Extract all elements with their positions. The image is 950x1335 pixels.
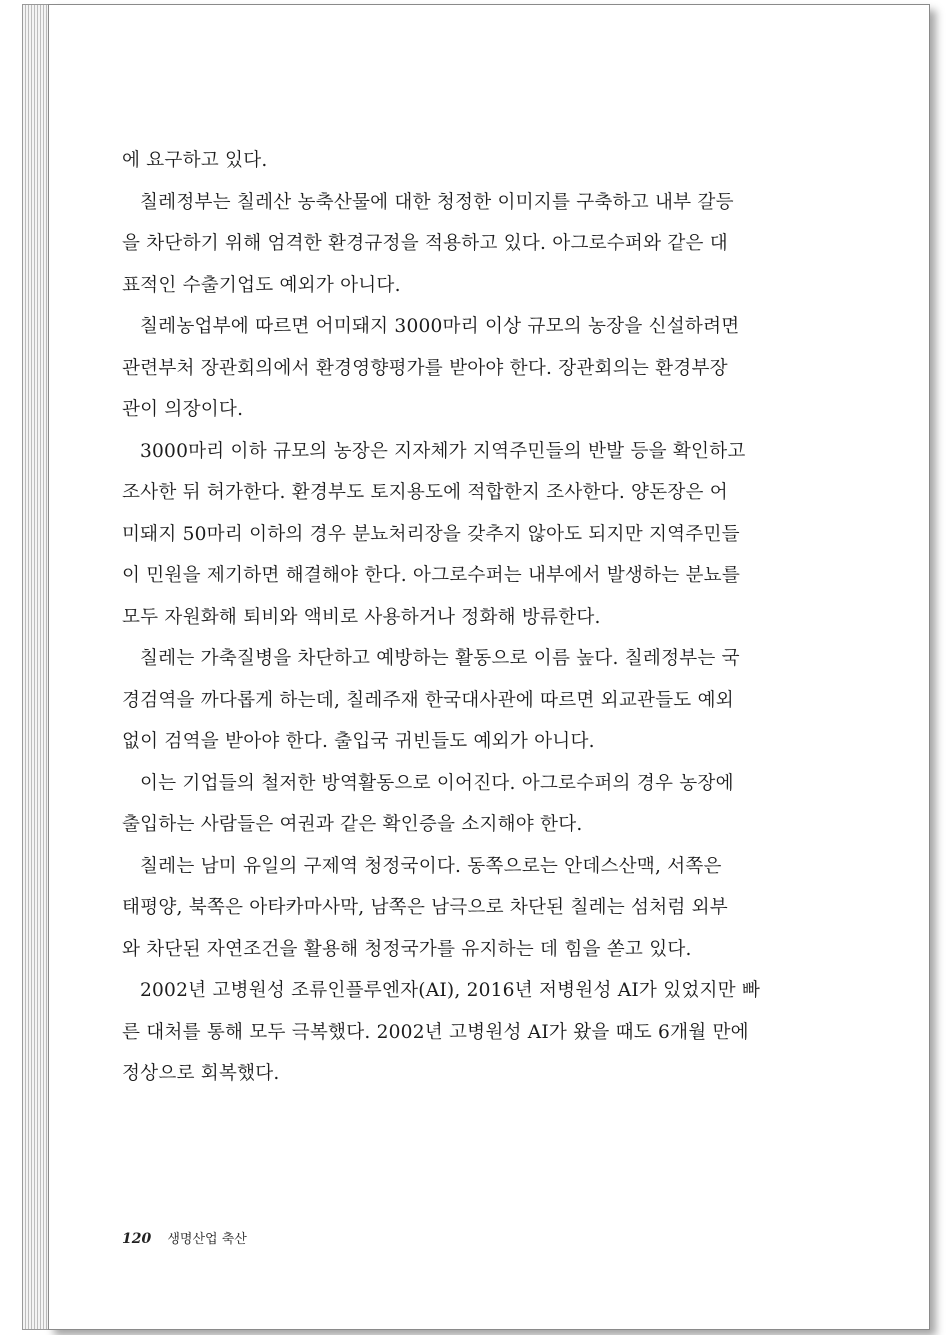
text-line: 정상으로 회복했다. [122,1063,280,1084]
text-line: 칠레정부는 칠레산 농축산물에 대한 청정한 이미지를 구축하고 내부 갈등 [140,191,734,213]
text-line: 와 차단된 자연조건을 활용해 청정국가를 유지하는 데 힘을 쏟고 있다. [122,938,692,960]
text-line: 이 민원을 제기하면 해결해야 한다. 아그로수퍼는 내부에서 발생하는 분뇨를 [122,565,741,586]
section-title: 생명산업 축산 [167,1232,247,1247]
text-line: 조사한 뒤 허가한다. 환경부도 토지용도에 적합한지 조사한다. 양돈장은 어 [122,482,728,503]
text-line: 칠레는 가축질병을 차단하고 예방하는 활동으로 이름 높다. 칠레정부는 국 [140,648,740,669]
text-line: 칠레농업부에 따르면 어미돼지 3000마리 이상 규모의 농장을 신설하려면 [140,316,740,337]
text-line: 표적인 수출기업도 예외가 아니다. [122,274,401,296]
text-line: 른 대처를 통해 모두 극복했다. 2002년 고병원성 AI가 왔을 때도 6개월 만에 [122,1021,749,1043]
text-line: 경검역을 까다롭게 하는데, 칠레주재 한국대사관에 따르면 외교관들도 예외 [122,689,734,711]
text-line: 모두 자원화해 퇴비와 액비로 사용하거나 정화해 방류한다. [122,606,601,628]
page-number: 120 [122,1231,152,1247]
page-footer [122,1228,247,1247]
text-line: 미돼지 50마리 이하의 경우 분뇨처리장을 갖추지 않아도 되지만 지역주민들 [122,523,740,545]
text-line: 없이 검역을 받아야 한다. 출입국 귀빈들도 예외가 아니다. [122,731,595,752]
text-line: 을 차단하기 위해 엄격한 환경규정을 적용하고 있다. 아그로수퍼와 같은 대 [122,233,728,254]
text-line: 관련부처 장관회의에서 환경영향평가를 받아야 한다. 장관회의는 환경부장 [122,357,728,379]
text-line: 3000마리 이하 규모의 농장은 지자체가 지역주민들의 반발 등을 확인하고 [140,440,746,462]
text-line: 이는 기업들의 철저한 방역활동으로 이어진다. 아그로수퍼의 경우 농장에 [140,772,734,794]
text-line: 에 요구하고 있다. [122,150,268,171]
text-line: 관이 의장이다. [122,399,244,420]
text-line: 2002년 고병원성 조류인플루엔자(AI), 2016년 저병원성 AI가 있었지만 빠 [140,980,761,1001]
body-text [122,140,782,1095]
text-line: 칠레는 남미 유일의 구제역 청정국이다. 동쪽으로는 안데스산맥, 서쪽은 [140,855,722,877]
text-line: 출입하는 사람들은 여권과 같은 확인증을 소지해야 한다. [122,814,583,835]
text-line: 태평양, 북쪽은 아타카마사막, 남쪽은 남극으로 차단된 칠레는 섬처럼 외부 [122,897,728,918]
